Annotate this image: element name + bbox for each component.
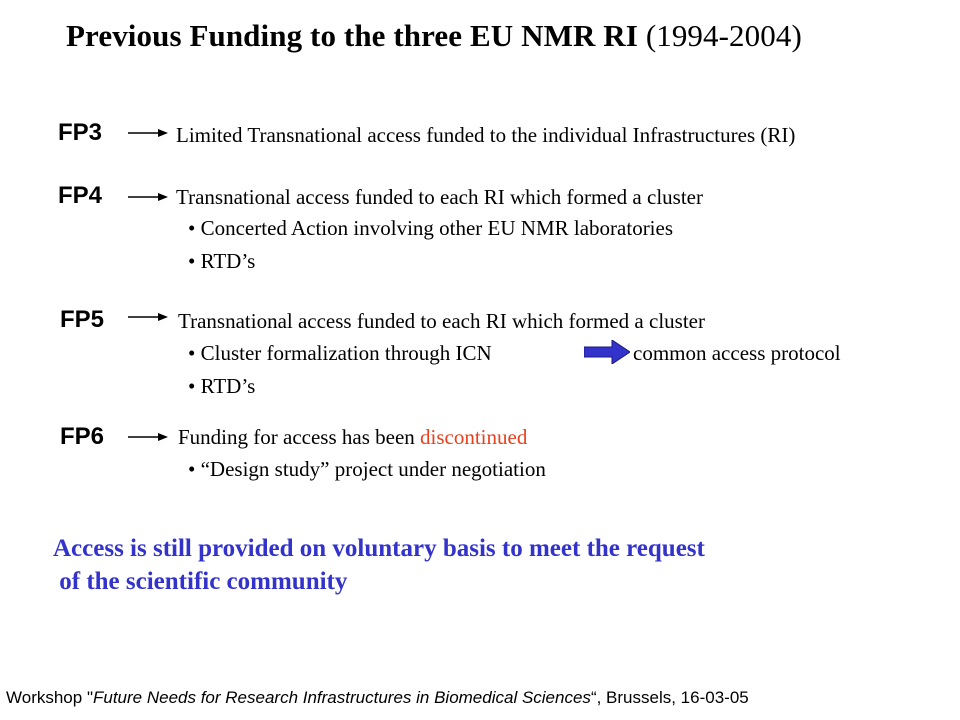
title-years: (1994-2004) [645,18,802,53]
access-statement [53,532,705,598]
footer-suffix: “, Brussels, 16-03-05 [590,688,749,707]
fp5-bullet-rtd: • RTD’s [188,374,256,398]
access-line-1: Access is still provided on voluntary basis to meet the request [53,535,705,562]
fp6-discontinued: discontinued [420,425,528,449]
slide-title [66,18,802,54]
fp6-bullet-design-study: • “Design study” project under negotiation [188,457,546,481]
right-arrow-icon [128,190,168,204]
fp5-description: Transnational access funded to each RI which formed a cluster [178,309,705,333]
title-main: Previous Funding to the three EU NMR RI [66,18,638,53]
block-right-arrow-icon [584,340,630,364]
fp6-text: Funding for access has been [178,425,421,449]
fp4-bullet-rtd: • RTD’s [188,249,256,273]
footer [6,688,749,708]
footer-workshop-title: Future Needs for Research Infrastructures in Biomedical Sciences [92,688,591,707]
fp5-label: FP5 [60,306,105,333]
right-arrow-icon [128,126,168,140]
right-arrow-icon [128,310,168,324]
footer-prefix: Workshop " [6,688,93,707]
fp4-bullet-concerted: • Concerted Action involving other EU NMR laboratories [188,216,674,240]
right-arrow-icon [128,430,168,444]
fp4-description: Transnational access funded to each RI which formed a cluster [176,185,703,209]
fp6-description [178,425,527,450]
fp5-bullet-cluster: • Cluster formalization through ICN [188,341,492,365]
fp4-label: FP4 [58,182,103,209]
fp5-common-access-protocol: common access protocol [633,341,841,365]
access-line-2: of the scientific community [53,568,348,595]
fp3-label: FP3 [58,119,103,146]
fp3-description: Limited Transnational access funded to the individual Infrastructures (RI) [176,123,796,147]
fp6-label: FP6 [60,423,105,450]
